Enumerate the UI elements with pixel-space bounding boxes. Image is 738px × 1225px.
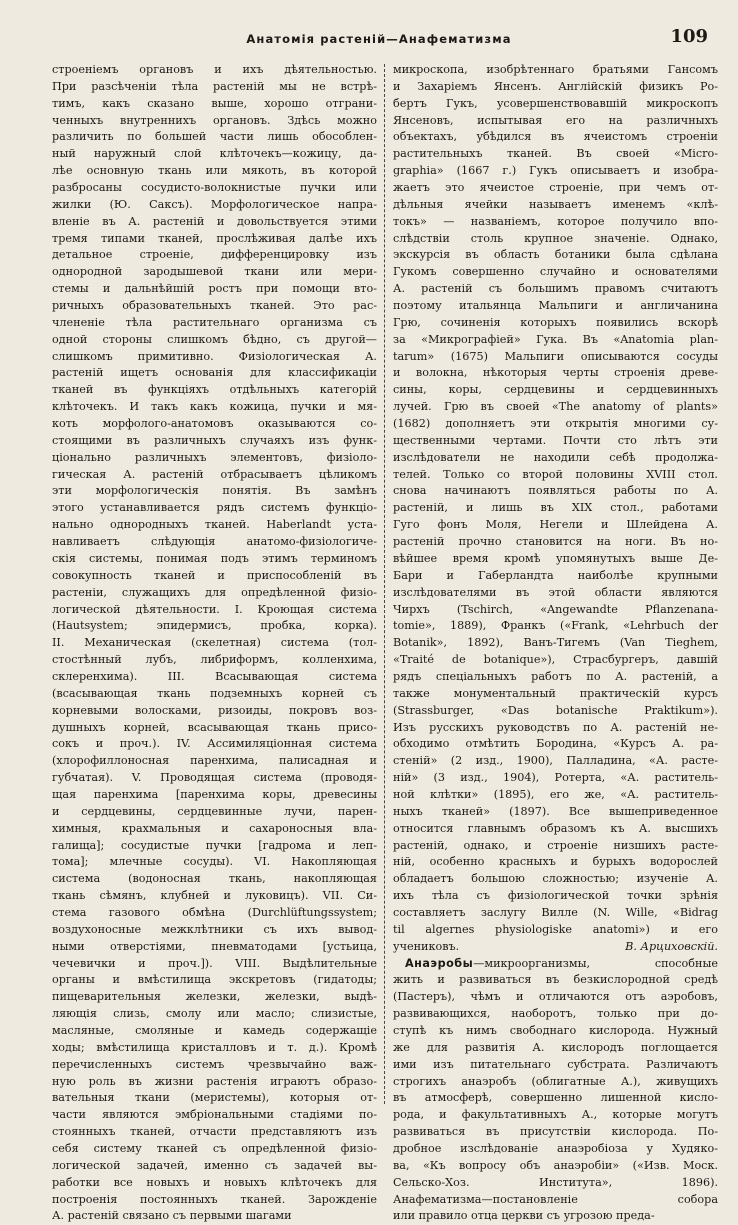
text-line: рядъ спеціальныхъ работъ по А. растеній, а (393, 669, 718, 683)
text-line: бертъ Гукъ, усовершенствовавшій микроскопъ (393, 96, 718, 110)
text-line: токъ» — названіемъ, которое получило впо- (393, 214, 718, 228)
text-line: микроскопа, изобрѣтеннаго братьями Гансомъ (393, 63, 718, 76)
text-line: же для развитія А. кислородъ поглощается (393, 1040, 718, 1054)
text-line: ную роль въ жизни растенія играютъ образо- (52, 1074, 377, 1088)
text-line: Анафематизма—постановленіе собора (393, 1192, 718, 1206)
text-line: тканей въ функціяхъ отдѣльныхъ категорій (52, 383, 377, 397)
text-line: поэтому итальянца Мальпиги и англичанина (393, 299, 718, 313)
text-line: дѣльныя ячейки называетъ именемъ «клѣ- (393, 197, 718, 211)
text-line: тома]; млечные сосуды). VI. Накопляющая (52, 855, 377, 869)
text-line: жилки (Ю. Саксъ). Морфологическое напра- (52, 197, 377, 211)
text-line: ткань сѣмянъ, клубней и луковицъ). VII. Си- (52, 889, 377, 903)
text-line: тремя типами тканей, прослѣживая далѣе ихъ (52, 231, 377, 245)
text-line: совокупность тканей и приспособленій въ (52, 568, 377, 582)
text-line: изслѣдователями въ этой области являются (393, 585, 718, 599)
text-line: эти морфологическія понятія. Въ замѣнъ (52, 484, 377, 498)
text-line: tomie», 1889), Франкъ («Frank, «Lehrbuch der (393, 619, 718, 633)
text-line: II. Механическая (скелетная) система (тол- (52, 636, 377, 650)
text-line: жаетъ это ячеистое строеніе, при чемъ от- (393, 181, 718, 195)
text-line: органы и вмѣстилища экскретовъ (гидатоды; (52, 973, 377, 987)
text-line: гическая А. растеній отбрасываетъ цѣликомъ (52, 467, 377, 481)
text-line: лучей. Грю въ своей «The anatomy of plants» (393, 400, 718, 414)
text-line: себя систему тканей съ опредѣленной физіо- (52, 1142, 377, 1155)
text-line: ихъ тѣла съ физіологической точки зрѣнія (393, 889, 718, 903)
text-line: (Strassburger, «Das botanische Praktikum»). (393, 703, 718, 717)
text-line: Анаэробы—микроорганизмы, способные (405, 956, 718, 970)
author-signature: В. Арциховскій. (625, 939, 718, 953)
text-line: экскурсія въ область ботаники была сдѣлана (393, 248, 718, 262)
text-line: и волокна, нѣкоторыя черты строенія древе- (393, 366, 718, 380)
text-line: обладаетъ большою сложностью; изученіе А. (393, 872, 718, 886)
text-line: стоянныхъ тканей, отчасти представляютъ изъ (52, 1125, 377, 1139)
text-line: вѣйшее время кромѣ упомянутыхъ выше Де- (393, 551, 718, 565)
text-line: въ атмосферѣ, совершенно лишенной кисло- (393, 1091, 718, 1105)
text-line: (всасывающая ткань подземныхъ корней съ (52, 686, 377, 700)
text-line: щая паренхима [паренхима коры, древесины (52, 787, 377, 801)
text-line: строеніемъ органовъ и ихъ дѣятельностью. (52, 63, 377, 76)
text-line: учениковъ. В. Арциховскій. (393, 939, 718, 956)
text-line: построенія постоянныхъ тканей. Зарожденіе (52, 1192, 377, 1206)
text-line: ляющія слизь, смолу или масло; слизистые, (52, 1007, 377, 1021)
text-line: Botanik», 1892), Ванъ-Тигемъ (Van Tieghem, (393, 636, 718, 650)
text-line: снова начинаютъ появляться работы по А. (393, 484, 718, 498)
text-line: склеренхима). III. Всасывающая система (52, 669, 377, 683)
text-line: вленіе въ А. растеній и довольствуется этими (52, 214, 377, 228)
text-line: растеній ищетъ основанія для классификаціи (52, 366, 377, 380)
text-line: жить и развиваться въ безкислородной средѣ (393, 973, 718, 987)
text-line: логической дѣятельности. I. Кроющая система (52, 602, 377, 616)
text-line: graphia» (1667 г.) Гукъ описываетъ и изобра- (393, 164, 718, 178)
text-line: стемы и дальнѣйшій ростъ при помощи вто- (52, 282, 377, 296)
text-line: ный наружный слой клѣточекъ—кожицу, да- (52, 147, 377, 161)
text-line: Гуго фонъ Моля, Негели и Шлейдена А. (393, 518, 718, 532)
text-line: Чирхъ (Tschirch, «Angewandte Pflanzenana- (393, 602, 718, 616)
text-line: А. растеній связано съ первыми шагами (52, 1209, 292, 1223)
text-line: (хлорофиллоносная паренхима, палисадная и (52, 754, 377, 768)
text-line: щественными чертами. Почти сто лѣтъ эти (393, 433, 718, 447)
text-line: рода, и факультативныхъ А., которые могутъ (393, 1108, 718, 1122)
text-line: ными отверстіями, пневматодами [устьица, (52, 939, 377, 953)
text-line: разбросаны сосудисто-волокнистые пучки или (52, 181, 377, 195)
text-line: химныя, крахмальныя и сахароносныя вла- (52, 821, 377, 835)
text-line: галища]; сосудистые пучки [гадрома и леп- (52, 838, 377, 852)
text-line: сины, коры, сердцевины и сердцевинныхъ (393, 383, 718, 397)
text-line: дробное изслѣдованіе анаэробіоза у Худяко- (393, 1142, 718, 1155)
text-line: Изъ русскихъ руководствъ по А. растеній не- (393, 720, 718, 734)
text-line: til algernes physiologiske anatomi») и его (393, 922, 718, 936)
text-line: составляетъ заслугу Вилле (N. Wille, «Bidrag (393, 905, 718, 919)
text-line: изслѣдователи не находили себѣ продолжа- (393, 450, 718, 464)
text-line: ходы; вмѣстилища кристалловъ и т. д.). Кромѣ (52, 1040, 377, 1054)
text-line: коть морфолого-анатомовъ оказываются со- (52, 417, 377, 431)
text-line: этого устанавливается рядъ системъ функціо- (52, 501, 377, 515)
page-header (40, 26, 718, 54)
text-line: ной клѣтки» (1895), его же, «А. раститель- (393, 787, 718, 801)
text-line: растеніи, служащихъ для опредѣленной физіо- (52, 585, 377, 599)
text-line: губчатая). V. Проводящая система (проводя- (52, 771, 377, 785)
text-line: также монументальный практическій курсъ (393, 686, 718, 700)
right-column (393, 62, 718, 1223)
text-line: развиваться въ присутствіи кислорода. По- (393, 1125, 718, 1139)
text-line: чечевички и проч.]). VIII. Выдѣлительные (52, 956, 377, 970)
text-line: перечисленныхъ системъ чрезвычайно важ- (52, 1057, 377, 1071)
text-line: ченныхъ внутреннихъ органовъ. Здѣсь можно (52, 113, 377, 127)
text-line: детальное строеніе, дифференцировку изъ (52, 248, 377, 262)
text-line: скія системы, понимая подъ этимъ терминомъ (52, 551, 377, 565)
text-line: стостѣнный лубъ, либриформъ, колленхима, (52, 653, 377, 667)
text-line: Грю, сочиненія которыхъ появились вскорѣ (393, 315, 718, 329)
text-line: слишкомъ примитивно. Физіологическая А. (52, 349, 377, 363)
text-line: однородной зародышевой ткани или мери- (52, 265, 377, 279)
text-line: растительныхъ тканей. Въ своей «Micro- (393, 147, 718, 161)
text-line: ній, особенно красныхъ и бурыхъ водорослей (393, 855, 718, 869)
text-line: логической задачей, именно съ задачей вы- (52, 1158, 377, 1172)
text-line: ими изъ питательнаго субстрата. Различаютъ (393, 1057, 718, 1071)
text-line: стеній» (2 изд., 1900), Палладина, «А. расте- (393, 754, 718, 768)
left-column (52, 62, 377, 1223)
text-line: обходимо отмѣтить Бородина, «Курсъ А. ра- (393, 737, 718, 751)
text-line: или правило отца церкви съ угрозою преда- (393, 1209, 655, 1223)
running-head: Анатомія растеній—Анафематизма (246, 32, 512, 46)
text-line: телей. Только со второй половины XVIII стол. (393, 467, 718, 481)
text-line: и сердцевины, сердцевинные лучи, парен- (52, 804, 377, 818)
entry-headword: Анаэробы (405, 956, 474, 970)
text-line: (Hautsystem; эпидермисъ, пробка, корка). (52, 619, 377, 633)
text-line: клѣточекъ. И такъ какъ кожица, пучки и мя- (52, 400, 377, 414)
text-line: А. растеній съ большимъ правомъ считаютъ (393, 282, 718, 296)
text-line: и Захаріемъ Янсенъ. Англійскій физикъ Ро- (393, 79, 718, 93)
text-line: воздухоносные межклѣтники съ ихъ вывод- (52, 922, 377, 936)
text-line: стема газового обмѣна (Durchlüftungssystem; (52, 905, 377, 919)
text-line: лѣе основную ткань или мякоть, въ которой (52, 164, 377, 178)
text-line: стоящими въ различныхъ случаяхъ изъ функ- (52, 433, 377, 447)
text-line: растеній прочно становится на ноги. Въ но- (393, 535, 718, 549)
text-line: «Traité de botanique»), Страсбургеръ, давшій (393, 653, 718, 667)
text-line: нально однородныхъ тканей. Haberlandt уста- (52, 518, 377, 532)
text-line: При разсѣченіи тѣла растеній мы не встрѣ- (52, 79, 377, 93)
text-line: тимъ, какъ сказано выше, хорошо отграни- (52, 96, 377, 110)
text-line: корневыми волосками, ризоиды, покровъ воз- (52, 703, 377, 717)
text-line: масляные, смоляные и камедь содержащіе (52, 1023, 377, 1037)
text-line: вательныя ткани (меристемы), которыя от- (52, 1091, 377, 1105)
text-line: части являются эмбріональными стадіями по- (52, 1108, 377, 1122)
text-line: растеній, и лишь въ XIX стол., работами (393, 501, 718, 515)
text-line: (Пастеръ), чѣмъ и отличаются отъ аэробовъ, (393, 990, 718, 1004)
text-line: развивающихся, наоборотъ, только при до- (393, 1007, 718, 1021)
text-line: одной стороны слишкомъ бѣдно, съ другой— (52, 332, 377, 346)
text-line: различить по большей части лишь обособлен- (52, 130, 377, 144)
text-line: Гукомъ совершенно случайно и основателями (393, 265, 718, 279)
column-divider (384, 64, 385, 1104)
text-line: ній» (3 изд., 1904), Ротерта, «А. раститель- (393, 771, 718, 785)
text-line: навливаетъ слѣдующія анатомо-физіологиче- (52, 535, 377, 549)
text-line: работки все новыхъ и новыхъ клѣточекъ для (52, 1175, 377, 1189)
text-line: (1682) дополняетъ эти открытія многими су- (393, 417, 718, 431)
text-line: пищеварительныя железки, железки, выдѣ- (52, 990, 377, 1004)
text-line: относится главнымъ образомъ къ А. высшихъ (393, 821, 718, 835)
text-line: ціонально различныхъ элементовъ, физіоло- (52, 450, 377, 464)
text-line: за «Микрографіей» Гука. Въ «Anatomia plan- (393, 332, 718, 346)
text-line: ричныхъ образовательныхъ тканей. Это рас- (52, 299, 377, 313)
text-line: слѣдствіи столь крупное значеніе. Однако, (393, 231, 718, 245)
text-line: Бари и Габерландта наиболѣе крупными (393, 568, 718, 582)
text-line: система (водоносная ткань, накопляющая (52, 872, 377, 886)
text-line: ныхъ тканей» (1897). Все вышеприведенное (393, 804, 718, 818)
text-line: ступѣ къ нимъ свободнаго кислорода. Нужный (393, 1023, 718, 1037)
text-line: душныхъ корней, всасывающая ткань присо- (52, 720, 377, 734)
text-line: Сельско-Хоз. Института», 1896). (393, 1175, 718, 1189)
page-number: 109 (670, 26, 708, 47)
text-line: ва, «Къ вопросу объ анаэробіи» («Изв. Моск. (393, 1158, 718, 1172)
text-line: объектахъ, убѣдился въ ячеистомъ строеніи (393, 130, 718, 144)
text-line: tarum» (1675) Мальпиги описываются сосуды (393, 349, 718, 363)
text-line: члененіе тѣла растительнаго организма съ (52, 315, 377, 329)
text-line: сокъ и проч.). IV. Ассимиляціонная система (52, 737, 377, 751)
text-line: Янсеновъ, испытывая его на различныхъ (393, 113, 718, 127)
text-line: растеній, однако, и строеніе низшихъ расте- (393, 838, 718, 852)
text-line: строгихъ анаэробъ (облигатные А.), живущихъ (393, 1074, 718, 1088)
